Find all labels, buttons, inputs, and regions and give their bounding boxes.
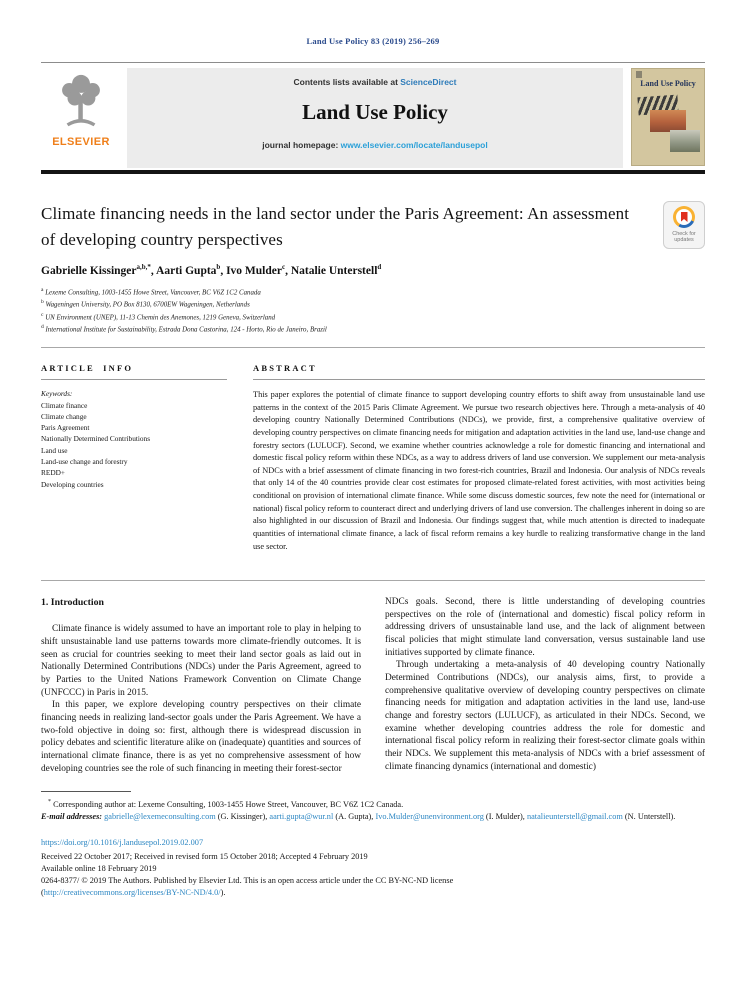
body-paragraph: Through undertaking a meta-analysis of 40 developing country Nationally Determined Contributions (NDCs), our analysis aims, first, to provide a comprehensive qualitative overview of developing country perspectives on climate financing needs for mitigation and adaptation activities in the land use, land-use change and forestry sectors (LULUCF), as articulated in their NDCs. Second, we examine whether developing countries address the role for domestic and international fiscal policy reform in realizing their forest-sector climate goals within their NDCs. We supplement this meta-analysis of NDCs with a brief assessment of climate financing dynamics (international and domestic)	[385, 660, 705, 772]
cover-publisher-mark-icon	[636, 71, 642, 78]
email-link[interactable]: gabrielle@lexemeconsulting.com	[104, 812, 216, 822]
affiliation: $^b$ Wageningen University, PO Box 8130, 6700EW Wageningen, Netherlands	[41, 299, 250, 309]
keyword: Land use	[41, 445, 68, 455]
body-text-columns	[41, 596, 705, 775]
affiliation: $^c$ UN Environment (UNEP), 11-13 Chemin des Anemones, 1219 Geneva, Switzerland	[41, 311, 276, 321]
journal-title: Land Use Policy	[302, 100, 448, 124]
footnotes	[41, 798, 705, 824]
homepage-link[interactable]: www.elsevier.com/locate/landusepol	[340, 140, 488, 150]
issn-copyright-line: 0264-8377/ © 2019 The Authors. Published by Elsevier Ltd. This is an open access article under the CC BY-NC-ND license	[41, 875, 454, 885]
email-label: E-mail addresses:	[41, 812, 105, 822]
crossmark-circle-icon	[673, 206, 695, 228]
email-link[interactable]: Ivo.Mulder@unenvironment.org	[375, 812, 484, 822]
header-black-bar	[41, 170, 705, 174]
journal-citation: Land Use Policy 83 (2019) 256–269	[306, 36, 440, 46]
abstract-heading: ABSTRACT	[253, 363, 705, 380]
cover-artwork	[632, 94, 704, 154]
cover-art-landscape	[650, 110, 686, 132]
homepage-label: journal homepage:	[262, 140, 341, 150]
keyword: Climate change	[41, 411, 87, 421]
keywords-label: Keywords:	[41, 389, 73, 399]
journal-cover-thumbnail	[631, 68, 705, 166]
cover-art-field	[670, 130, 700, 152]
author: Gabrielle Kissinger$^{a,b,*}$,	[41, 263, 157, 277]
body-paragraph: Climate finance is widely assumed to have an important role to play in helping to shift unsustainable land use patterns towards more climate-friendly outcomes. It is seen as crucial for countries seeking to meet their land sector goals as laid out in Nationally Determined Contributions (NDCs) under the Paris Agreement, agreed to by Parties to the United Nations Framework Convention on Climate Change (UNFCCC) in Paris in 2015.	[41, 624, 361, 698]
introduction-heading: 1. Introduction	[41, 597, 104, 609]
journal-header-band	[41, 68, 705, 168]
license-link[interactable]: http://creativecommons.org/licenses/BY-NC-ND/4.0/	[43, 887, 221, 897]
corresponding-author-note: * Corresponding author at: Lexeme Consulting, 1003-1455 Howe Street, Vancouver, BC V6Z 1C2 Canada.	[48, 799, 404, 810]
body-paragraph: In this paper, we explore developing country perspectives on their climate financing needs in realizing land-sector goals under the Paris Agreement. We have a two-fold objective in doing so: first, although there is widespread discussion in policy debates and scientific literature alike on (inadequate) quantities and sources of international climate finance, there is as yet no comprehensive assessment of how developing countries see the role of such financing in meeting their forest-sector	[41, 700, 361, 774]
top-divider	[41, 62, 705, 63]
body-right-column	[385, 596, 705, 775]
info-abstract-section	[41, 363, 705, 553]
crossmark-bookmark-icon	[681, 212, 688, 222]
paper-title: Climate financing needs in the land sector under the Paris Agreement: An assessment of developing country perspectives	[41, 204, 630, 249]
cover-title: Land Use Policy	[640, 79, 696, 88]
keyword: Climate finance	[41, 400, 88, 410]
body-left-column	[41, 596, 361, 775]
contents-text: Contents lists available at	[293, 77, 401, 87]
article-info-column	[41, 363, 227, 553]
elsevier-wordmark: ELSEVIER	[52, 136, 110, 148]
affiliation-divider	[41, 347, 705, 348]
abstract-column	[253, 363, 705, 553]
abstract-divider	[41, 580, 705, 581]
sciencedirect-link[interactable]: ScienceDirect	[400, 77, 457, 87]
contents-line	[127, 77, 623, 87]
doi-link[interactable]: https://doi.org/10.1016/j.landusepol.2019.02.007	[41, 837, 204, 847]
keyword: Land-use change and forestry	[41, 456, 128, 466]
email-addresses-line: E-mail addresses: gabrielle@lexemeconsulting.com (G. Kissinger), aarti.gupta@wur.nl (A. Gupta), Ivo.Mulder@unenvironment.org (I. Mulder), natalieunterstell@gmail.com (N. Unterstell).	[41, 812, 676, 822]
received-dates: Received 22 October 2017; Received in revised form 15 October 2018; Accepted 4 February 2019	[41, 851, 368, 861]
available-online: Available online 18 February 2019	[41, 863, 157, 873]
email-link[interactable]: natalieunterstell@gmail.com	[526, 812, 623, 822]
keyword: REDD+	[41, 468, 65, 478]
author: Natalie Unterstell$^d$	[290, 263, 382, 277]
affiliation: $^a$ Lexeme Consulting, 1003-1455 Howe Street, Vancouver, BC V6Z 1C2 Canada	[41, 286, 261, 297]
affiliation-list	[41, 286, 705, 335]
keyword: Developing countries	[41, 479, 104, 489]
keywords-block	[41, 388, 227, 490]
check-for-updates-badge[interactable]	[663, 201, 705, 249]
license-line: (http://creativecommons.org/licenses/BY-NC-ND/4.0/).	[41, 887, 226, 897]
homepage-line	[127, 140, 623, 150]
journal-cover-column	[629, 68, 705, 168]
author-list	[41, 263, 705, 277]
affiliation: $^d$ International Institute for Sustainability, Estrada Dona Castorina, 124 - Horto, Rio de Janeiro, Brazil	[41, 323, 327, 334]
email-link[interactable]: aarti.gupta@wur.nl	[269, 812, 334, 822]
keyword: Paris Agreement	[41, 423, 90, 433]
check-for-updates-label: Check for updates	[672, 231, 696, 244]
author: Aarti Gupta$^b$,	[156, 263, 227, 277]
article-imprint	[41, 837, 705, 899]
elsevier-tree-icon	[54, 72, 108, 135]
elsevier-logo	[41, 68, 121, 168]
journal-banner	[127, 68, 623, 168]
footnote-divider	[41, 791, 131, 792]
article-info-heading: ARTICLE INFO	[41, 363, 227, 380]
abstract-text: This paper explores the potential of climate finance to support developing country efforts to shift away from unsustainable land use patterns in the context of the 2015 Paris Climate Agreement. We pursue two research objectives here. Through a meta-analysis of 40 developing country Nationally Determined Contributions (NDCs), we provide, first, a comprehensive qualitative overview of developing country perspectives on climate financing needs for mitigation and adaptation activities in the land use, land-use change and forestry sectors (LULUCF). Second, we examine whether countries acknowledge a role for domestic financing and international and domestic fiscal policy reform within these NDCs, as a way to address drivers of land use conversion. We supplement our meta-analysis of NDCs with a brief assessment of climate financing in two forest-rich countries, Brazil and Indonesia. Our analysis of NDCs reveals that only 14 of the 40 countries provide clear cost estimates for proposed climate-related forest activities, with most activities being conditional on provision of international climate finance. While some discuss domestic sources, few note the need for (international or national) fiscal policy reform to counteract direct and underlying drivers of land use conversion. The challenges inherent in doing so are also highlighted in our discussion of Brazil and Indonesia. Our findings suggest that, while much attention is directed to inadequate quantities of international climate finance, a lack of fiscal reform remains a key hurdle to realizing transformative change in the land use sector.	[253, 390, 705, 551]
title-row	[41, 201, 705, 252]
keyword: Nationally Determined Contributions	[41, 434, 151, 444]
body-paragraph: NDCs goals. Second, there is little understanding of developing countries perspectives on the role of (international and domestic) fiscal policy reform in addressing drivers of unsustainable land use, and the lack of alignment between fiscal policies that might stimulate land conversation, versus sustainable land use initiatives supported by climate finance.	[385, 597, 705, 658]
author: Ivo Mulder$^c$,	[226, 263, 291, 277]
